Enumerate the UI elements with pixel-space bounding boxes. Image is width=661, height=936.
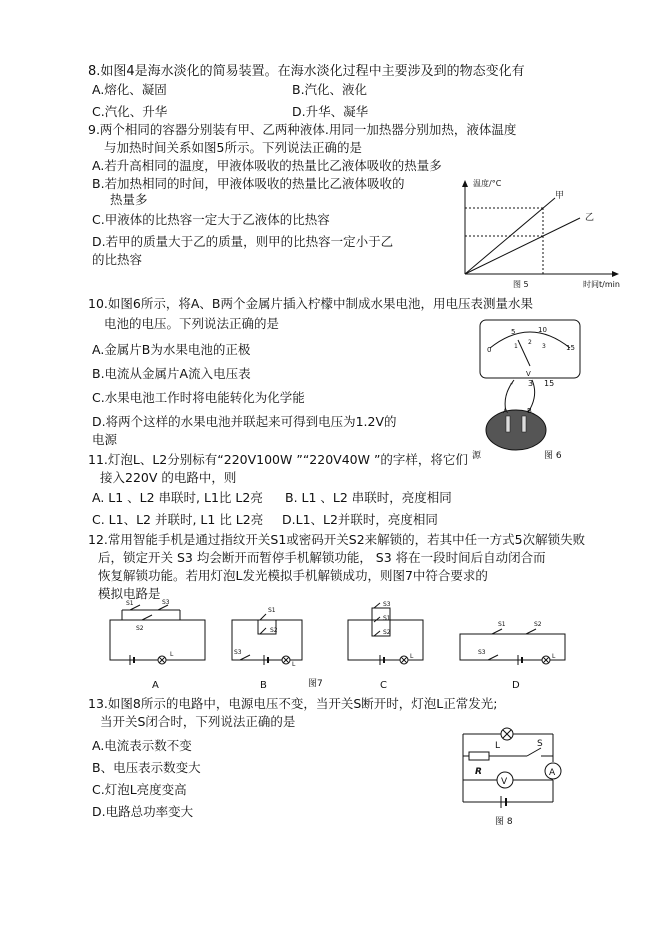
fig6-scale-10: 10: [538, 326, 547, 334]
q12-text-line2: 后，锁定开关 S3 均会断开而暂停手机解锁功能， S3 将在一段时间后自动闭合而: [98, 550, 546, 565]
fig8-label-a: A: [549, 768, 556, 778]
q12-text-line4: 模拟电路是: [98, 586, 161, 601]
fig7-label-b: B: [260, 680, 267, 691]
q12-text-line3: 恢复解锁功能。若用灯泡L发光模拟手机解锁成功，则图7中符合要求的: [98, 568, 488, 583]
fig6-scale-5: 5: [511, 328, 516, 336]
fig7-label-a: A: [152, 680, 159, 691]
q9-option-c: C.甲液体的比热容一定大于乙液体的比热容: [92, 212, 330, 227]
figure-6-fruit-battery: [470, 318, 590, 463]
fig7-label-c: C: [380, 680, 387, 691]
fig6-terminal-minus: -: [510, 379, 513, 388]
svg-text:S3: S3: [478, 649, 486, 656]
svg-text:S2: S2: [270, 627, 278, 634]
fig7-circuit-b: [232, 607, 323, 691]
q13-option-a: A.电流表示数不变: [92, 738, 192, 753]
fig6-inner-2: 2: [528, 339, 532, 346]
fig6-plate-a: [506, 416, 510, 432]
svg-text:L: L: [170, 651, 174, 658]
fig5-line-yi: [465, 218, 580, 274]
q13-option-c: C.灯泡L亮度变高: [92, 782, 187, 797]
svg-text:S1: S1: [268, 607, 276, 614]
fig8-label-r: R: [475, 767, 482, 777]
fig7-label-d: D: [512, 680, 520, 691]
q11-option-d: D.L1、L2并联时，亮度相同: [282, 512, 438, 527]
fig8-label-s: S: [537, 739, 543, 749]
fig5-label-jia: 甲: [555, 191, 565, 201]
fig7-caption: 图7: [308, 679, 323, 689]
q9-option-b-line1: B.若加热相同的时间，甲液体吸收的热量比乙液体吸收的: [92, 176, 405, 191]
svg-text:S2: S2: [136, 625, 144, 632]
fig8-label-v: V: [501, 777, 508, 787]
fig6-caption: 图 6: [544, 451, 562, 461]
fig7-circuit-a: [110, 599, 205, 691]
fig6-lemon: [486, 410, 546, 450]
q13-option-d: D.电路总功率变大: [92, 804, 194, 819]
q9-option-b-line2: 热量多: [110, 192, 148, 207]
q12-text-line1: 12.常用智能手机是通过指纹开关S1或密码开关S2来解锁的，若其中任一方式5次解锁失败: [88, 532, 586, 547]
q8-stem: 8.如图4是海水淡化的简易装置。在海水淡化过程中主要涉及到的物态变化有: [88, 64, 525, 79]
fig5-x-arrow: [612, 271, 619, 277]
svg-text:L: L: [552, 653, 556, 660]
q10-stem-line2: 电池的电压。下列说法正确的是: [104, 316, 280, 331]
fig5-y-arrow: [462, 180, 468, 187]
fig6-scale-0: 0: [487, 346, 492, 354]
svg-text:L: L: [292, 661, 296, 668]
fig6-v-label: V: [526, 370, 531, 378]
svg-text:S3: S3: [383, 601, 391, 608]
fig6-side-text: 源: [472, 451, 482, 461]
svg-text:S1: S1: [383, 615, 391, 622]
figure-5-graph: [455, 170, 635, 290]
fig6-terminal-3: 3: [528, 379, 534, 388]
svg-text:S1: S1: [498, 621, 506, 628]
q11-stem-line2: 接入220V 的电路中，则: [100, 470, 237, 485]
q9-option-d-line1: D.若甲的质量大于乙的质量，则甲的比热容一定小于乙: [92, 234, 394, 249]
fig6-inner-1: 1: [514, 343, 518, 350]
fig8-label-l: L: [495, 741, 501, 751]
fig7-circuit-d: [460, 621, 565, 691]
q11-stem-line1: 11.灯泡L、L2分别标有“220V100W ”“220V40W ”的字样，将它们: [88, 452, 468, 467]
q8-option-b: B.汽化、液化: [292, 82, 368, 97]
fig6-label-a: A: [503, 407, 508, 415]
q13-stem-line2: 当开关S闭合时，下列说法正确的是: [100, 714, 296, 729]
q8-option-a: A.熔化、凝固: [92, 82, 167, 97]
q10-option-b: B.电流从金属片A流入电压表: [92, 366, 251, 381]
fig6-plate-b: [522, 416, 526, 432]
q11-option-a: A. L1 、L2 串联时, L1比 L2亮: [92, 490, 263, 505]
q11-option-c: C. L1、L2 并联时, L1 比 L2亮: [92, 512, 264, 527]
fig5-label-yi: 乙: [585, 213, 595, 223]
q9-option-d-line2: 的比热容: [92, 252, 143, 267]
q11-option-b: B. L1 、L2 串联时，亮度相同: [285, 490, 452, 505]
q10-option-d-line2: 电源: [92, 432, 118, 447]
q10-option-a: A.金属片B为水果电池的正极: [92, 342, 251, 357]
q9-stem-line1: 9.两个相同的容器分别装有甲、乙两种液体.用同一加热器分别加热，液体温度: [88, 122, 517, 137]
q8-option-c: C.汽化、升华: [92, 104, 168, 119]
fig5-x-axis-label: 时间t/min: [583, 280, 620, 289]
fig5-caption: 图 5: [513, 280, 529, 289]
q9-option-a: A.若升高相同的温度，甲液体吸收的热量比乙液体吸收的热量多: [92, 158, 442, 173]
fig5-y-axis-label: 温度/°C: [473, 179, 502, 188]
svg-text:S2: S2: [534, 621, 542, 628]
q9-stem-line2: 与加热时间关系如图5所示。下列说法正确的是: [104, 140, 362, 155]
svg-text:S2: S2: [383, 629, 391, 636]
fig8-resistor: [469, 752, 489, 760]
fig6-label-b: B: [527, 407, 532, 415]
q8-option-d: D.升华、凝华: [292, 104, 369, 119]
figure-8-circuit: [455, 726, 575, 826]
q13-stem-line1: 13.如图8所示的电路中，电源电压不变，当开关S断开时，灯泡L正常发光;: [88, 696, 498, 711]
figure-7-circuits: [100, 600, 580, 692]
q10-stem-line1: 10.如图6所示，将A、B两个金属片插入柠檬中制成水果电池，用电压表测量水果: [88, 296, 533, 311]
svg-text:S1: S1: [126, 600, 134, 607]
fig6-scale-15: 15: [566, 344, 575, 352]
fig7-circuit-c: [348, 601, 423, 691]
svg-text:S3: S3: [234, 649, 242, 656]
q13-option-b: B、电压表示数变大: [92, 760, 201, 775]
q10-option-c: C.水果电池工作时将电能转化为化学能: [92, 390, 305, 405]
q10-option-d-line1: D.将两个这样的水果电池并联起来可得到电压为1.2V的: [92, 414, 397, 429]
fig8-caption: 图 8: [495, 817, 513, 827]
fig6-inner-3: 3: [542, 343, 546, 350]
svg-text:L: L: [410, 653, 414, 660]
fig6-terminal-15: 15: [544, 379, 555, 388]
svg-text:S3: S3: [162, 599, 170, 606]
